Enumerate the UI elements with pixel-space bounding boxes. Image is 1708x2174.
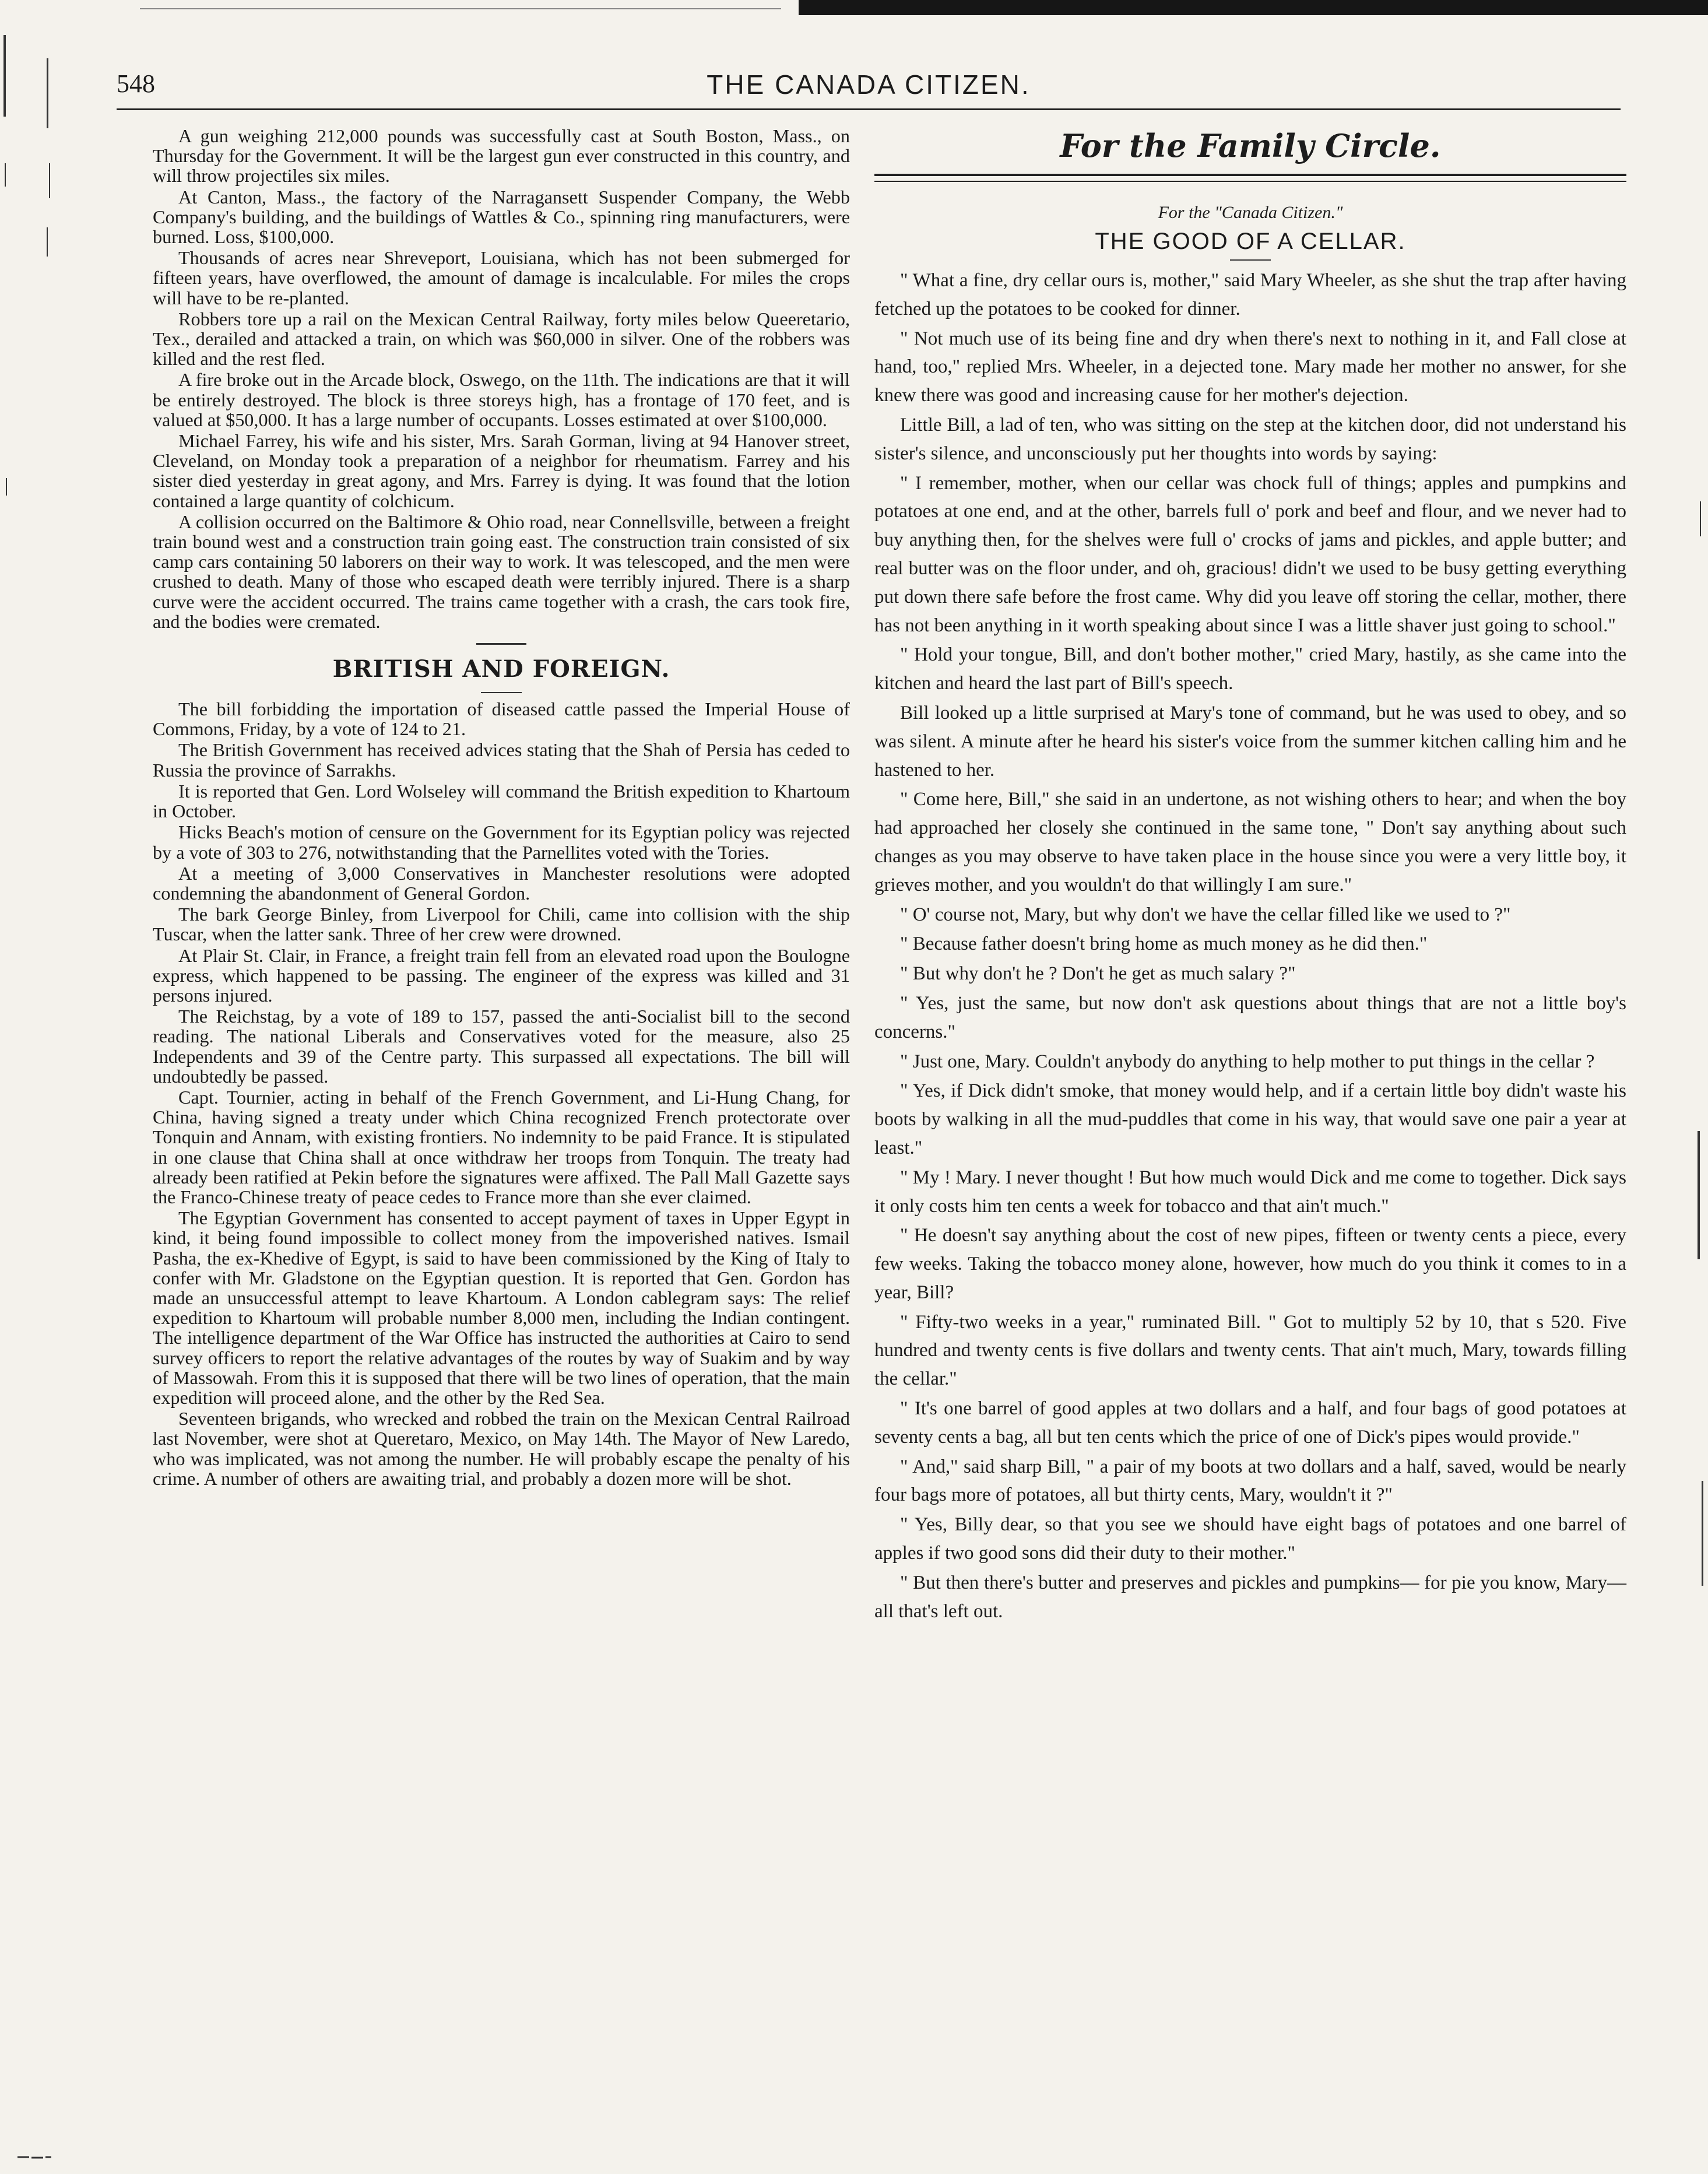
foreign-item: Hicks Beach's motion of censure on the Government for its Egyptian policy was rejected by a vote of 303 to 276, notwithstanding that the Parnellites voted with the Tories. bbox=[153, 821, 850, 863]
page-number: 548 bbox=[117, 69, 155, 98]
foreign-item: The Egyptian Government has consented to accept payment of taxes in Upper Egypt in kind, it being found impossible to collect money from the impoverished natives. Ismail Pasha, the ex-Khedive of Egypt, is said to have been commissioned by the King of Italy to confer with Mr. Gladstone on the Egyptian question. It is reported that Gen. Gordon has made an unsuccessful attempt to leave Khartoum. A London cablegram says: The relief expedition to Khartoum will probable number 8,000 men, including the Indian contingent. The intelligence department of the War Office has instructed the authorities at Cairo to send survey officers to report the relative advantages of the routes by way of Suakim and by way of Massowah. From this it is supposed that there will be two lines of operation, that the main expedition will proceed alone, and the other by the Red Sea. bbox=[153, 1207, 850, 1408]
story-byline: For the "Canada Citizen." bbox=[1158, 203, 1343, 222]
story-paragraph: " Come here, Bill," she said in an undertone, as not wishing others to hear; and when the boy had approached her closely she continued in the same tone, " Don't say anything about such changes as you may observe to have taken place in the house since you were a very little boy, it grieves mother, and you wouldn't do that willingly I am sure." bbox=[874, 789, 1626, 895]
section-title-british-foreign: BRITISH AND FOREIGN. bbox=[332, 655, 670, 683]
right-margin-marks bbox=[1685, 35, 1708, 2134]
foreign-item: Seventeen brigands, who wrecked and robbed the train on the Mexican Central Railroad last November, were shot at Queretaro, Mexico, on May 14th. The Mayor of New Laredo, who was implicated, was not among the number. He will probably escape the penalty of his crime. A number of others are awaiting trial, and probably a dozen more will be shot. bbox=[153, 1408, 850, 1489]
story-paragraph: Bill looked up a little surprised at Mary's tone of command, but he was used to obey, and so was silent. A minute after he heard his sister's voice from the summer kitchen calling him and he hastened to her. bbox=[874, 702, 1626, 781]
story-paragraph: " He doesn't say anything about the cost of new pipes, fifteen or twenty cents a piece, every few weeks. Taking the tobacco money alone, however, how much do you think it comes to in a year, Bill? bbox=[874, 1225, 1626, 1303]
story-paragraph: " Not much use of its being fine and dry when there's next to nothing in it, and Fall close at hand, too," replied Mrs. Wheeler, in a dejected tone. Mary made her mother no answer, for she knew there was good and increasing cause for her mother's dejection. bbox=[874, 328, 1626, 406]
story-paragraph: " Yes, if Dick didn't smoke, that money would help, and if a certain little boy didn't waste his boots by walking in all the mud-puddles that come in his way, that would save one pair a year at least." bbox=[874, 1080, 1626, 1158]
top-thin-rule bbox=[140, 8, 781, 9]
story-paragraph: " Yes, just the same, but now don't ask questions about things that are not a little boy's concerns." bbox=[874, 992, 1626, 1042]
left-column bbox=[153, 126, 850, 1490]
story-paragraph: " I remember, mother, when our cellar was chock full of things; apples and pumpkins and potatoes at one end, and at the other, barrels full o' pork and beef and flour, and we never had to buy anything then, for the shelves were full o' crocks of jams and pickles, and apple butter; and real butter was on the floor under, and oh, gracious! didn't we used to be busy getting everything put down there safe before the frost came. Why did you leave off storing the cellar, mother, there has not been anything in it worth speaking about since I was a little shaver just going to school." bbox=[874, 472, 1626, 636]
news-item: Robbers tore up a rail on the Mexican Central Railway, forty miles below Queeretario, Tex., derailed and attacked a train, on which was $60,000 in silver. One of the robbers was killed and the rest fled. bbox=[153, 308, 850, 370]
news-item: A gun weighing 212,000 pounds was successfully cast at South Boston, Mass., on Thursday for the Government. It will be the largest gun ever constructed in this country, and will throw projectiles six miles. bbox=[153, 125, 850, 187]
masthead: THE CANADA CITIZEN. bbox=[707, 69, 1031, 100]
bottom-corner-mark bbox=[17, 2151, 52, 2157]
top-dark-band bbox=[799, 0, 1708, 15]
news-item: Michael Farrey, his wife and his sister, Mrs. Sarah Gorman, living at 94 Hanover street, Cleveland, on Monday took a preparation of a neighbor for rheumatism. Farrey and his sister died yesterday in great agony, and Mrs. Farrey is dying. It was found that the lotion contained a large quantity of colchicum. bbox=[153, 430, 850, 511]
story-paragraph: " My ! Mary. I never thought ! But how much would Dick and me come to together. Dick says it only costs him ten cents a week for tobacco and that ain't much." bbox=[874, 1167, 1626, 1217]
header-rule bbox=[117, 108, 1621, 110]
foreign-item: The Reichstag, by a vote of 189 to 157, passed the anti-Socialist bill to the second reading. The national Liberals and Conservatives voted for the measure, also 25 Independents and 39 of the Centre party. This surpassed all expectations. The bill will undoubtedly be passed. bbox=[153, 1006, 850, 1087]
story-paragraph: " What a fine, dry cellar ours is, mother," said Mary Wheeler, as she shut the trap after having fetched up the potatoes to be cooked for dinner. bbox=[874, 270, 1626, 319]
story-paragraph: " It's one barrel of good apples at two dollars and a half, and four bags of good potatoes at seventy cents a bag, all but ten cents which the price of one of Dick's pipes would provide." bbox=[874, 1398, 1626, 1448]
story-paragraph: " And," said sharp Bill, " a pair of my boots at two dollars and a half, saved, would be nearly four bags more of potatoes, all but thirty cents, Mary, wouldn't it ?" bbox=[874, 1456, 1626, 1506]
foreign-item: The bark George Binley, from Liverpool for Chili, came into collision with the ship Tuscar, when the latter sank. Three of her crew were drowned. bbox=[153, 904, 850, 945]
story-paragraph: " Because father doesn't bring home as much money as he did then." bbox=[900, 933, 1428, 955]
news-item: At Canton, Mass., the factory of the Narragansett Suspender Company, the Webb Company's building, and the buildings of Wattles & Co., spinning ring manufacturers, were burned. Loss, $100,000. bbox=[153, 186, 850, 248]
section-double-rule bbox=[874, 174, 1626, 182]
foreign-item: The bill forbidding the importation of diseased cattle passed the Imperial House of Commons, Friday, by a vote of 124 to 21. bbox=[153, 698, 850, 740]
foreign-item: It is reported that Gen. Lord Wolseley will command the British expedition to Khartoum in October. bbox=[153, 780, 850, 822]
top-border bbox=[0, 0, 1708, 17]
right-column bbox=[874, 126, 1626, 1627]
page-header bbox=[117, 69, 1621, 107]
title-underline bbox=[481, 692, 522, 693]
story-paragraph: " But then there's butter and preserves and pickles and pumpkins— for pie you know, Mary—all that's left out. bbox=[874, 1572, 1626, 1622]
story-paragraph: " Just one, Mary. Couldn't anybody do anything to help mother to put things in the cellar ? bbox=[900, 1051, 1595, 1072]
left-margin-marks bbox=[0, 35, 58, 2134]
story-paragraph: Little Bill, a lad of ten, who was sitting on the step at the kitchen door, did not understand his sister's silence, and unconsciously put her thoughts into words by saying: bbox=[874, 414, 1626, 464]
foreign-item: At a meeting of 3,000 Conservatives in Manchester resolutions were adopted condemning the abandonment of General Gordon. bbox=[153, 862, 850, 904]
story-paragraph: " Yes, Billy dear, so that you see we should have eight bags of potatoes and one barrel of apples if two good sons did their duty to their mother." bbox=[874, 1514, 1626, 1564]
story-paragraph: " Hold your tongue, Bill, and don't bother mother," cried Mary, hastily, as she came into the kitchen and heard the last part of Bill's speech. bbox=[874, 644, 1626, 694]
news-item: Thousands of acres near Shreveport, Louisiana, which has not been submerged for fifteen years, have overflowed, the amount of damage is incalculable. For miles the crops will have to be re-planted. bbox=[153, 247, 850, 308]
news-item: A collision occurred on the Baltimore & Ohio road, near Connellsville, between a freight train bound west and a construction train going east. The construction train consisted of six camp cars containing 50 laborers on their way to work. It was telescoped, and the men were crushed to death. Many of those who escaped death were terribly injured. There is a sharp curve were the accident occurred. The trains came together with a crash, the cars took fire, and the bodies were cremated. bbox=[153, 511, 850, 632]
story-paragraph: " Fifty-two weeks in a year," ruminated Bill. " Got to multiply 52 by 10, that s 520. Five hundred and twenty cents is five dollars and twenty cents. That ain't much, Mary, towards filling the cellar." bbox=[874, 1311, 1626, 1390]
news-item: A fire broke out in the Arcade block, Oswego, on the 11th. The indications are that it will be entirely destroyed. The block is three storeys high, has a frontage of 170 feet, and is valued at $50,000. It has a large number of occupants. Losses estimated at over $100,000. bbox=[153, 369, 850, 430]
story-paragraph: " O' course not, Mary, but why don't we have the cellar filled like we used to ?" bbox=[900, 904, 1511, 925]
foreign-item: Capt. Tournier, acting in behalf of the French Government, and Li-Hung Chang, for China, having signed a treaty under which China recognized French protectorate over Tonquin and Annam, with existing frontiers. No indemnity to be paid France. It is stipulated in one clause that China shall at once withdraw her troops from Tonquin. The treaty had already been ratified at Pekin before the signatures were affixed. The Pall Mall Gazette says the Franco-Chinese treaty of peace cedes to France more than she ever claimed. bbox=[153, 1086, 850, 1207]
foreign-item: At Plair St. Clair, in France, a freight train fell from an elevated road upon the Boulogne express, which happened to be passing. The engineer of the express was killed and 31 persons injured. bbox=[153, 944, 850, 1006]
story-paragraph: " But why don't he ? Don't he get as much salary ?" bbox=[900, 963, 1296, 985]
section-separator bbox=[476, 643, 526, 645]
foreign-item: The British Government has received advices stating that the Shah of Persia has ceded to Russia the province of Sarrakhs. bbox=[153, 739, 850, 781]
story-title: THE GOOD OF A CELLAR. bbox=[1095, 229, 1406, 254]
section-title-family-circle: For the Family Circle. bbox=[1060, 127, 1441, 164]
story-title-underline bbox=[1230, 259, 1271, 261]
